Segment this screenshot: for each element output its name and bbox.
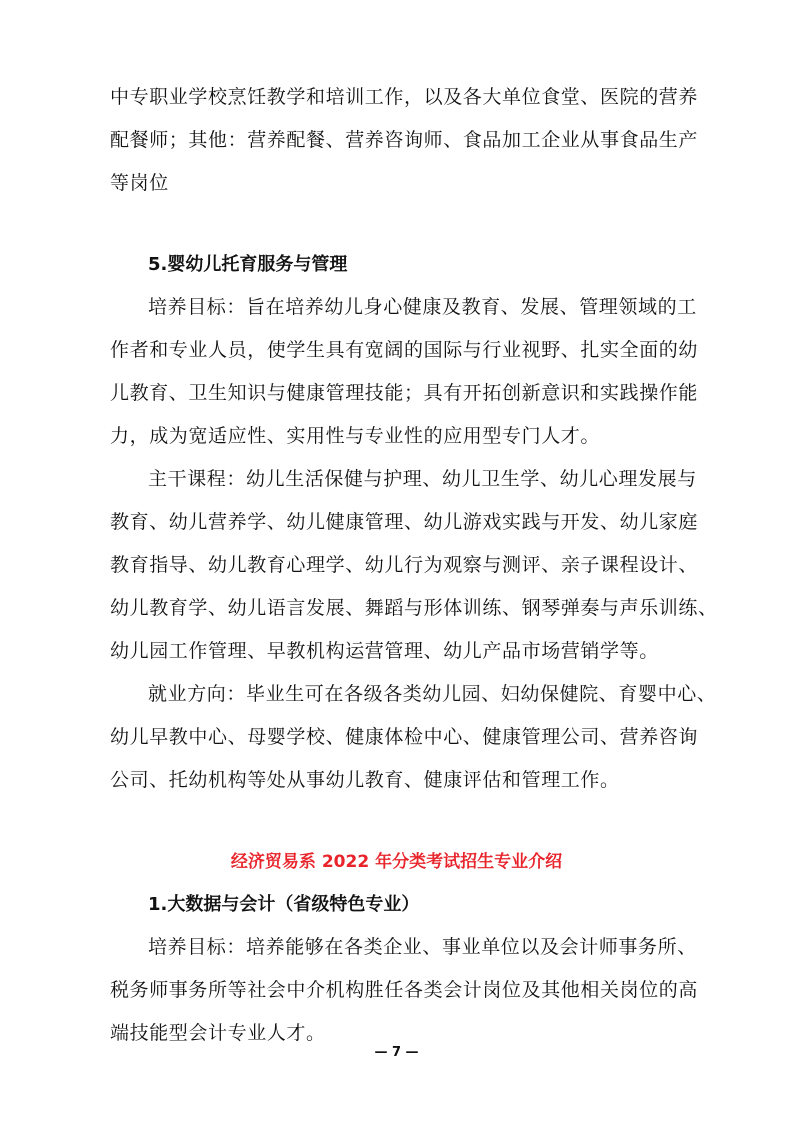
paragraph-line: 教育指导、幼儿教育心理学、幼儿行为观察与测评、亲子课程设计、 [110, 554, 699, 576]
paragraph-line: 主干课程：幼儿生活保健与护理、幼儿卫生学、幼儿心理发展与 [148, 468, 697, 490]
paragraph-line: 作者和专业人员，使学生具有宽阔的国际与行业视野、扎实全面的幼 [110, 339, 699, 361]
paragraph-line: 端技能型会计专业人才。 [110, 1022, 326, 1044]
paragraph-line: 培养目标：旨在培养幼儿身心健康及教育、发展、管理领域的工 [148, 296, 697, 318]
department-title: 经济贸易系 2022 年分类考试招生专业介绍 [230, 852, 563, 872]
paragraph-line: 幼儿早教中心、母婴学校、健康体检中心、健康管理公司、营养咨询 [110, 726, 699, 748]
paragraph-line: 教育、幼儿营养学、幼儿健康管理、幼儿游戏实践与开发、幼儿家庭 [110, 511, 699, 533]
paragraph-line: 等岗位 [110, 172, 169, 194]
paragraph-line: 公司、托幼机构等处从事幼儿教育、健康评估和管理工作。 [110, 769, 620, 791]
paragraph-line: 幼儿教育学、幼儿语言发展、舞蹈与形体训练、钢琴弹奏与声乐训练、 [110, 597, 718, 619]
paragraph-line: 中专职业学校烹饪教学和培训工作，以及各大单位食堂、医院的营养 [110, 86, 699, 108]
paragraph-line: 力，成为宽适应性、实用性与专业性的应用型专门人才。 [110, 425, 601, 447]
page-number: — 7 — [374, 1045, 419, 1060]
paragraph-line: 培养目标：培养能够在各类企业、事业单位以及会计师事务所、 [148, 936, 697, 958]
paragraph-line: 税务师事务所等社会中介机构胜任各类会计岗位及其他相关岗位的高 [110, 979, 699, 1001]
paragraph-line: 配餐师；其他：营养配餐、营养咨询师、食品加工企业从事食品生产 [110, 129, 699, 151]
paragraph-line: 幼儿园工作管理、早教机构运营管理、幼儿产品市场营销学等。 [110, 640, 659, 662]
paragraph-line: 就业方向：毕业生可在各级各类幼儿园、妇幼保健院、育婴中心、 [148, 683, 717, 705]
section-heading: 5.婴幼儿托育服务与管理 [148, 254, 348, 275]
paragraph-line: 儿教育、卫生知识与健康管理技能；具有开拓创新意识和实践操作能 [110, 382, 699, 404]
major-heading: 1.大数据与会计（省级特色专业） [148, 894, 420, 915]
